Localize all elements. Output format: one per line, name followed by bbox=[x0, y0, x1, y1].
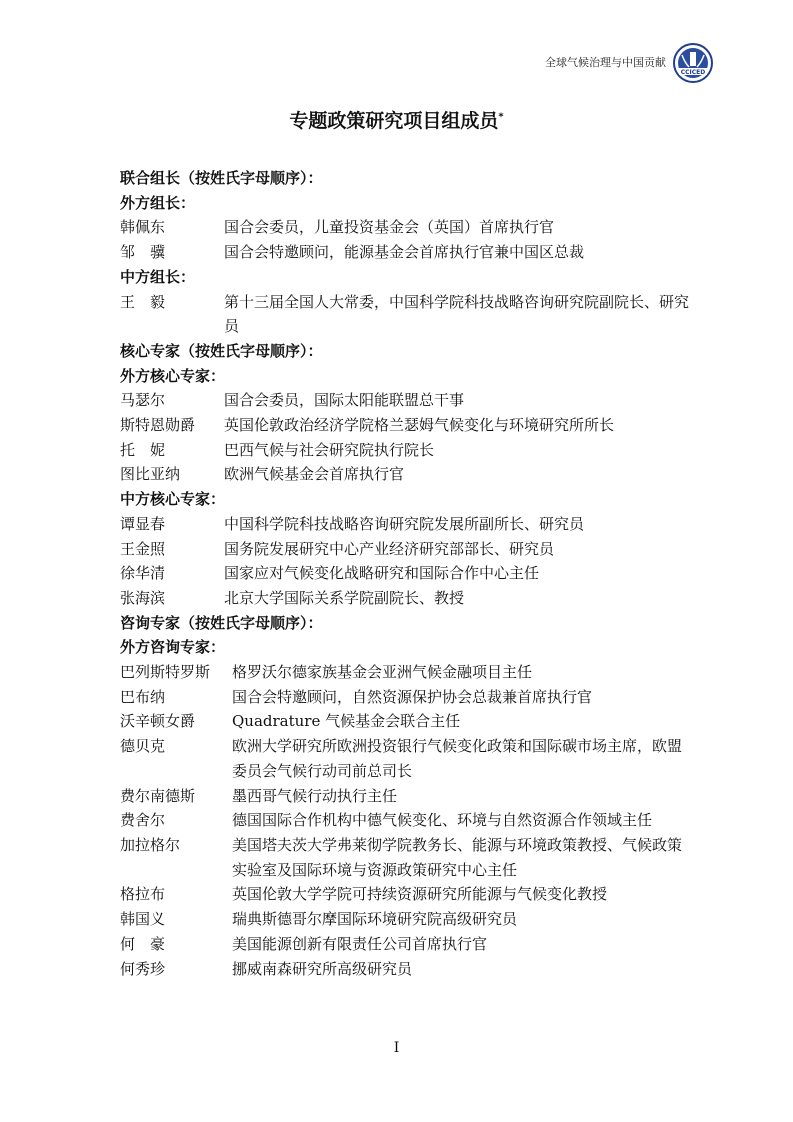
member-name: 马瑟尔 bbox=[120, 391, 166, 410]
section-heading: 咨询专家（按姓氏字母顺序）： bbox=[120, 613, 323, 632]
member-role: Quadrature 气候基金会联合主任 bbox=[232, 712, 461, 731]
svg-text:CCICED: CCICED bbox=[680, 69, 706, 76]
section-heading: 中方核心专家： bbox=[120, 490, 226, 509]
member-role: 瑞典斯德哥尔摩国际环境研究院高级研究员 bbox=[232, 910, 518, 929]
member-entry bbox=[120, 808, 690, 833]
section-heading: 外方组长： bbox=[120, 193, 196, 212]
member-name: 沃辛顿女爵 bbox=[120, 712, 196, 731]
member-role: 欧洲气候基金会首席执行官 bbox=[224, 465, 405, 484]
member-name: 张海滨 bbox=[120, 588, 166, 607]
member-entry bbox=[120, 882, 690, 907]
member-name: 何 豪 bbox=[120, 934, 166, 953]
page-number: I bbox=[393, 1040, 400, 1056]
member-name: 巴列斯特罗斯 bbox=[120, 663, 211, 682]
member-entry bbox=[120, 537, 690, 562]
member-entry bbox=[120, 215, 690, 240]
section-heading: 外方核心专家： bbox=[120, 366, 226, 385]
member-name: 斯特恩勋爵 bbox=[120, 416, 196, 435]
member-name: 邹 骥 bbox=[120, 243, 166, 262]
member-role: 英国伦敦大学学院可持续资源研究所能源与气候变化教授 bbox=[232, 885, 608, 904]
member-entry bbox=[120, 388, 690, 413]
member-name: 巴布纳 bbox=[120, 687, 166, 706]
member-name: 韩国义 bbox=[120, 910, 166, 929]
member-role: 挪威南森研究所高级研究员 bbox=[232, 959, 413, 978]
section-heading: 核心专家（按姓氏字母顺序）： bbox=[120, 341, 323, 360]
cciced-logo-icon bbox=[673, 43, 713, 83]
member-name: 图比亚纳 bbox=[120, 465, 181, 484]
section-heading: 中方组长： bbox=[120, 267, 196, 286]
member-role: 格罗沃尔德家族基金会亚洲气候金融项目主任 bbox=[232, 663, 533, 682]
member-entry bbox=[120, 438, 690, 463]
member-entry bbox=[120, 413, 690, 438]
member-role: 国合会特邀顾问，自然资源保护协会总裁兼首席执行官 bbox=[232, 687, 593, 706]
member-name: 托 妮 bbox=[120, 440, 166, 459]
member-role: 国务院发展研究中心产业经济研究部部长、研究员 bbox=[224, 539, 555, 558]
member-role: 美国能源创新有限责任公司首席执行官 bbox=[232, 934, 488, 953]
member-entry bbox=[120, 240, 690, 265]
member-list bbox=[120, 166, 690, 981]
member-role: 国家应对气候变化战略研究和国际合作中心主任 bbox=[224, 564, 540, 583]
footnote-mark: * bbox=[498, 111, 504, 123]
member-role: 巴西气候与社会研究院执行院长 bbox=[224, 440, 435, 459]
member-entry bbox=[120, 833, 690, 882]
member-name: 费尔南德斯 bbox=[120, 786, 196, 805]
member-role: 墨西哥气候行动执行主任 bbox=[232, 786, 398, 805]
member-role: 第十三届全国人大常委，中国科学院科技战略咨询研究院副院长、研究员 bbox=[224, 292, 690, 336]
title-text: 专题政策研究项目组成员 bbox=[289, 110, 499, 132]
member-name: 王 毅 bbox=[120, 292, 166, 311]
member-role: 德国国际合作机构中德气候变化、环境与自然资源合作领域主任 bbox=[232, 811, 653, 830]
member-role: 北京大学国际关系学院副院长、教授 bbox=[224, 588, 465, 607]
member-name: 费舍尔 bbox=[120, 811, 166, 830]
member-entry bbox=[120, 586, 690, 611]
section-heading: 联合组长（按姓氏字母顺序）： bbox=[120, 169, 323, 187]
member-entry bbox=[120, 462, 690, 487]
member-entry bbox=[120, 290, 690, 339]
member-entry bbox=[120, 660, 690, 685]
member-role: 英国伦敦政治经济学院格兰瑟姆气候变化与环境研究所所长 bbox=[224, 416, 615, 435]
member-role: 中国科学院科技战略咨询研究院发展所副所长、研究员 bbox=[224, 514, 585, 533]
member-role: 国合会委员，儿童投资基金会（英国）首席执行官 bbox=[224, 218, 555, 237]
section-heading: 外方咨询专家： bbox=[120, 638, 226, 657]
member-entry bbox=[120, 907, 690, 932]
running-header: 全球气候治理与中国贡献 bbox=[545, 56, 666, 69]
member-name: 加拉格尔 bbox=[120, 835, 181, 854]
member-name: 谭显春 bbox=[120, 514, 166, 533]
member-entry bbox=[120, 512, 690, 537]
member-entry bbox=[120, 709, 690, 734]
member-entry bbox=[120, 685, 690, 710]
member-name: 格拉布 bbox=[120, 885, 166, 904]
member-name: 徐华清 bbox=[120, 564, 166, 583]
member-name: 韩佩东 bbox=[120, 218, 166, 237]
member-entry bbox=[120, 561, 690, 586]
member-role: 欧洲大学研究所欧洲投资银行气候变化政策和国际碳市场主席，欧盟委员会气候行动司前总司长 bbox=[232, 737, 683, 780]
member-name: 何秀珍 bbox=[120, 959, 166, 978]
member-entry bbox=[120, 957, 690, 982]
member-name: 王金照 bbox=[120, 539, 166, 558]
member-entry bbox=[120, 932, 690, 957]
member-entry bbox=[120, 784, 690, 809]
member-name: 德贝克 bbox=[120, 737, 166, 756]
member-role: 美国塔夫茨大学弗莱彻学院教务长、能源与环境政策教授、气候政策实验室及国际环境与资源政策研究中心主任 bbox=[232, 835, 683, 879]
member-role: 国合会特邀顾问，能源基金会首席执行官兼中国区总裁 bbox=[224, 243, 585, 262]
page-title bbox=[0, 106, 793, 133]
member-role: 国合会委员，国际太阳能联盟总干事 bbox=[224, 391, 465, 410]
member-entry bbox=[120, 734, 690, 783]
